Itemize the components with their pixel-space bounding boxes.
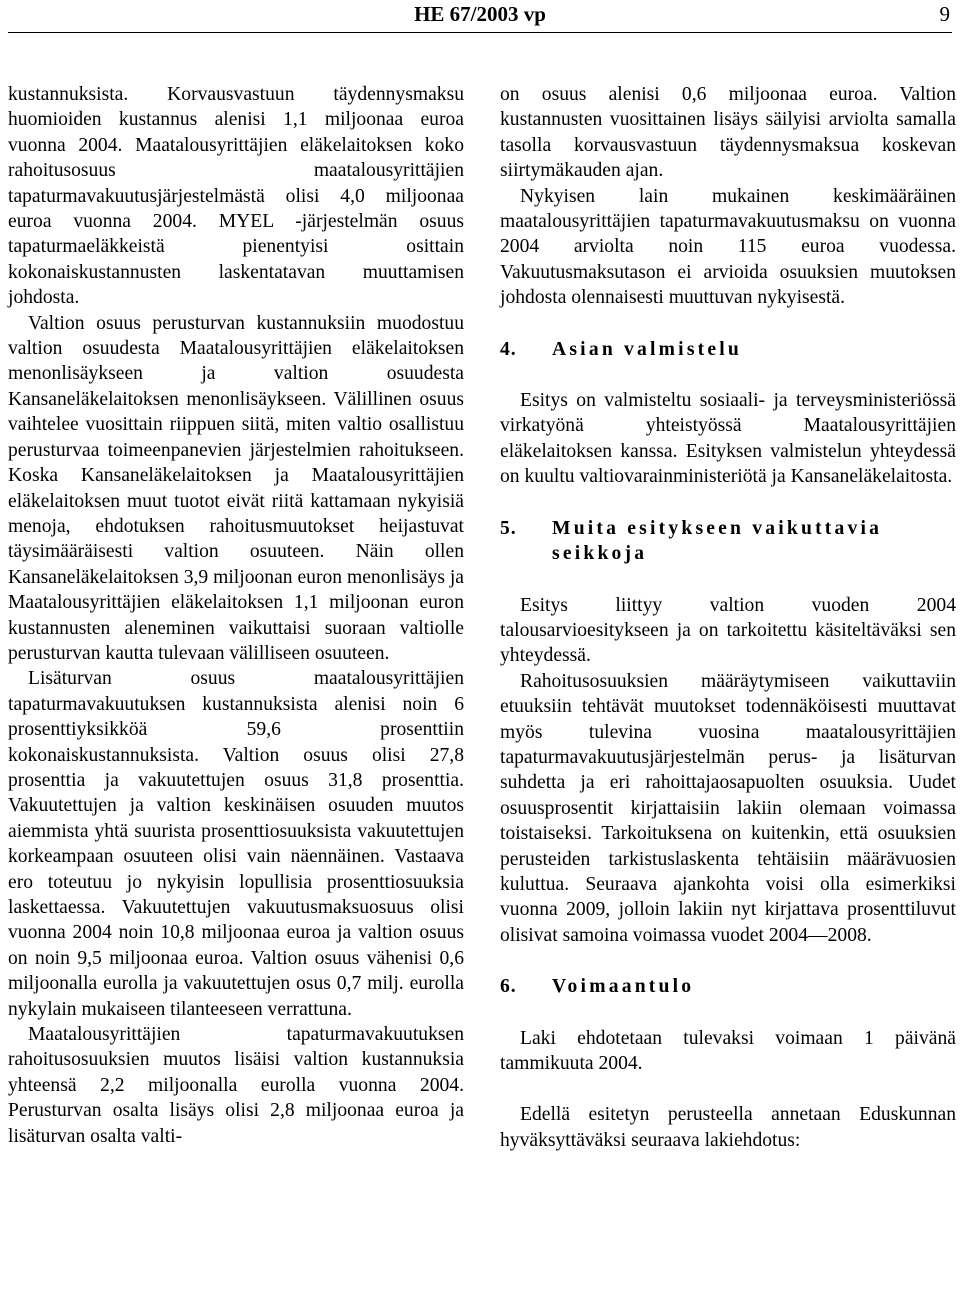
section-heading-4 xyxy=(500,337,956,362)
section-heading-5 xyxy=(500,516,956,567)
paragraph: Edellä esitetyn perusteella annetaan Eduskunnan hyväksyttäväksi seuraava lakiehdotus: xyxy=(500,1104,956,1151)
paragraph: Lisäturvan osuus maatalousyrittäjien tapaturmavakuutuksen kustannuksista alenisi noin 6 prosenttiyksikköä 59,6 prosenttiin kokonaiskustannuksista. Valtion osuus olisi 27,8 prosenttia ja vakuutettujen osuus 31,8 prosenttia. Vakuutettujen ja valtion keskinäisen osuuden muutos aiemmista yhtä suurista prosenttiosuuksista vakuutettujen korkeampaan osuuteen olisi vain näennäinen. Vastaava ero toteutuu jo nykyisin lopullisia prosenttiosuuksia laskettaessa. Vakuutettujen vakuutusmaksuosuus olisi vuonna 2004 noin 10,8 miljoonaa euroa ja valtion osuus on noin 9,5 miljoonaa euroa. Valtion osuus vähenisi 0,6 miljoonalla eurolla ja vakuutettujen osus 0,7 milj. eurolla nykylain mukaiseen tilanteeseen verrattuna. xyxy=(8,668,464,1020)
section-title: Voimaantulo xyxy=(552,976,695,998)
page-number: 9 xyxy=(939,2,950,26)
section-heading-6 xyxy=(500,974,956,999)
paragraph: on osuus alenisi 0,6 miljoonaa euroa. Valtion kustannusten vuosittainen lisäys säilyisi arviolta samalla tasolla korvausvastuun täydennysmaksua koskevan siirtymäkauden ajan. xyxy=(500,84,956,182)
section-number: 6. xyxy=(500,976,517,998)
page-header xyxy=(0,0,960,34)
paragraph: Esitys on valmisteltu sosiaali- ja terveysministeriössä virkatyönä yhteistyössä Maatalousyrittäjien eläkelaitoksen kanssa. Esityksen valmistelun yhteydessä on kuultu valtiovarainministeriötä ja Kansaneläkelaitosta. xyxy=(500,390,956,488)
right-column xyxy=(500,82,956,1153)
paragraph: Maatalousyrittäjien tapaturmavakuutuksen rahoitusosuuksien muutos lisäisi valtion kustannuksia yhteensä 2,2 miljoonalla eurolla vuonna 2004. Perusturvan osalta lisäys olisi 2,8 miljoonaa euroa ja lisäturvan osalta valti- xyxy=(8,1024,464,1147)
section-title: Muita esitykseen vaikuttavia seikkoja xyxy=(552,517,883,565)
document-id: HE 67/2003 vp xyxy=(414,2,546,26)
section-number: 5. xyxy=(500,517,517,539)
paragraph: kustannuksista. Korvausvastuun täydennysmaksu huomioiden kustannus alenisi 1,1 miljoonaa euroa vuonna 2004. Maatalousyrittäjien eläkelaitoksen koko rahoitusosuus maatalousyrittäjien tapaturmavakuutusjärjestelmästä olisi 4,0 miljoonaa euroa vuonna 2004. MYEL -järjestelmän osuus tapaturmaeläkkeistä pienentyisi osittain kokonaiskustannusten laskentatavan muuttamisen johdosta. xyxy=(8,84,464,309)
paragraph: Rahoitusosuuksien määräytymiseen vaikuttaviin etuuksiin tehtävät muutokset todennäköisesti muuttavat myös tulevina vuosina maatalousyrittäjien tapaturmavakuutusjärjestelmän perus- ja lisäturvan suhdetta ja eri rahoittajaosapuolten osuuksia. Uudet osuusprosentit kirjattaisiin lakiin olemaan voimassa toistaiseksi. Tarkoituksena on kuitenkin, että osuuksien perusteiden tarkistuslaskenta tehtäisiin määrävuosien kuluttua. Seuraava ajankohta voisi olla esimerkiksi vuonna 2009, jolloin lakiin nyt kirjattava prosenttiluvut olisivat samoina voimassa vuodet 2004—2008. xyxy=(500,670,956,946)
section-title: Asian valmistelu xyxy=(552,338,743,360)
left-column xyxy=(8,82,464,1149)
paragraph: Esitys liittyy valtion vuoden 2004 talousarvioesitykseen ja on tarkoitettu käsiteltäväksi sen yhteydessä. xyxy=(500,594,956,667)
paragraph: Laki ehdotetaan tulevaksi voimaan 1 päivänä tammikuuta 2004. xyxy=(500,1027,956,1074)
section-number: 4. xyxy=(500,338,517,360)
paragraph: Valtion osuus perusturvan kustannuksiin muodostuu valtion osuudesta Maatalousyrittäjien eläkelaitoksen menonlisäykseen ja valtion osuudesta Kansaneläkelaitoksen menonlisäykseen. Välillinen osuus vaihtelee vuosittain riippuen siitä, miten valtio osallistuu perusturvaa toimeenpanevien järjestelmien rahoitukseen. Koska Kansaneläkelaitoksen ja Maatalousyrittäjien eläkelaitoksen muut tuotot eivät riitä kattamaan nykyisiä menoja, ehdotuksen rahoitusmuutokset heijastuvat täysimääräisesti valtion osuuteen. Näin ollen Kansaneläkelaitoksen 3,9 miljoonan euron menonlisäys ja Maatalousyrittäjien eläkelaitoksen 1,1 miljoonan euron kustannusten aleneminen vaikuttaisi suoraan valtiolle perusturvan kautta tulevaan välilliseen osuuteen. xyxy=(8,312,464,664)
paragraph: Nykyisen lain mukainen keskimääräinen maatalousyrittäjien tapaturmavakuutusmaksu on vuonna 2004 arviolta noin 115 euroa vuodessa. Vakuutusmaksutason ei arvioida osuuksien muutoksen johdosta olennaisesti muuttuvan nykyisestä. xyxy=(500,185,956,309)
header-divider xyxy=(8,32,952,33)
